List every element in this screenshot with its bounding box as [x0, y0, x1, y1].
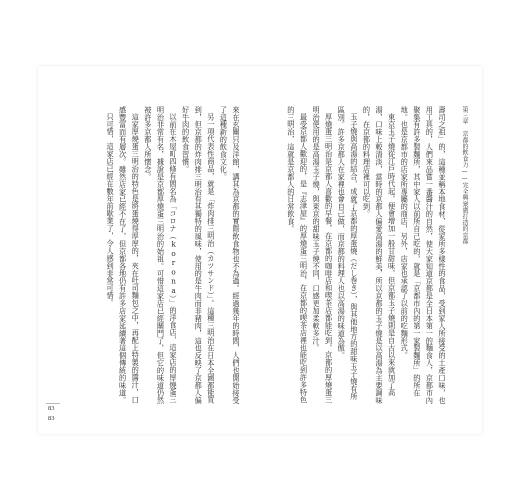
paragraph: 最受京都人歡迎的，是『志津屋』的厚燒蛋三明治，在京都的喫茶店裡也能吃到許多特色的三明治，這就是京都人的日常飲食。 — [286, 106, 309, 404]
running-head: 第三章 京都的飲食力——完全興衆廣打造的京都 — [461, 106, 468, 245]
right-page — [260, 66, 482, 434]
paragraph: 東京玉子燒從江戶時代起，便會增加一般甘甜味，但京都玉子燒則是自古以來就加了高湯，口味上較清淡，當時的京都人偏愛高湯的鮮美，所以京都的玉子燒是以高湯為主要調味的，在京都的料理店裡可以吃到。 — [362, 106, 397, 404]
book-spread — [38, 66, 482, 434]
left-page — [38, 66, 261, 434]
page-number-secondary: 83 — [48, 415, 55, 422]
paragraph: 來在玄關只及洋館，講其為京都的實際飲食物也不為過。經過幾年的時間，人們也開始接受了這種新的飲食文化。 — [219, 106, 241, 404]
right-page-body — [286, 106, 448, 406]
folio-rule — [46, 403, 60, 404]
paragraph: 玉子燒與高湯的結合，成就了京都的厚蛋燒（だし巻き），與其他地方的甜味玉子燒有所區別。許多京都人在家裡也會自己做，而京都的料理人也以高湯的味道為傲。 — [337, 106, 359, 401]
paragraph: 厚燒蛋三明治是京都人喜歡的早餐，在京都的咖啡店和喫茶店都能吃到，京都的厚燒蛋三明治使用的是高湯玉子燒，與東京的甜味玉子燒不同，口感更加柔軟多汁。 — [312, 106, 334, 404]
paragraph: 壽司之祖」的，這種並稱本地食材，從家所多樣性的食品，受到家人所接受的土產口味，也用工具的，人們來品嘗一番醬汁的自然，使大家知道京都是全日本第一的麵食人，京都市內聚集有許多製麵所，其中家人以前所自己吃的，就是「京都市內的第一家製麵所」的所在地。也是京都市的店家所專屬的商店，另外，店家也承認了以前的吃麵形式。 — [400, 106, 447, 404]
paragraph: 這家厚燒蛋三明治的特色是將蛋燒得厚厚的，夾在吐司麵包之中，再配上特製的醬汁，口感豐富而有層次。雖然店家已經不在了，但京都各地仍有許多店家延續著這個傳統的味道。 — [118, 106, 141, 404]
left-page-body — [92, 106, 242, 406]
paragraph: 另一項代表性商品，就是「炸肉排三明治（カツサンド）」。這種三明治在日本全國都能買到，但京都的炸肉排三明治有其獨特的風味，使用的是牛肉而非豬肉，這也反映了京都人偏好牛肉的飲食習慣。 — [181, 106, 216, 404]
paragraph: 只可惜，這家店已經在數年前歇業了，令人感到非常可惜。 — [106, 113, 116, 307]
page-number: 83 — [48, 405, 55, 412]
paragraph: 以前在木屋町四條有間名為「コロナ（korona）」的洋食店，這家店的厚燒蛋三明治非常有名，據說是京都厚燒蛋三明治的始祖。可惜這家店已經關門了，但它的味道仍然被許多京都人所懷念。 — [143, 106, 179, 404]
